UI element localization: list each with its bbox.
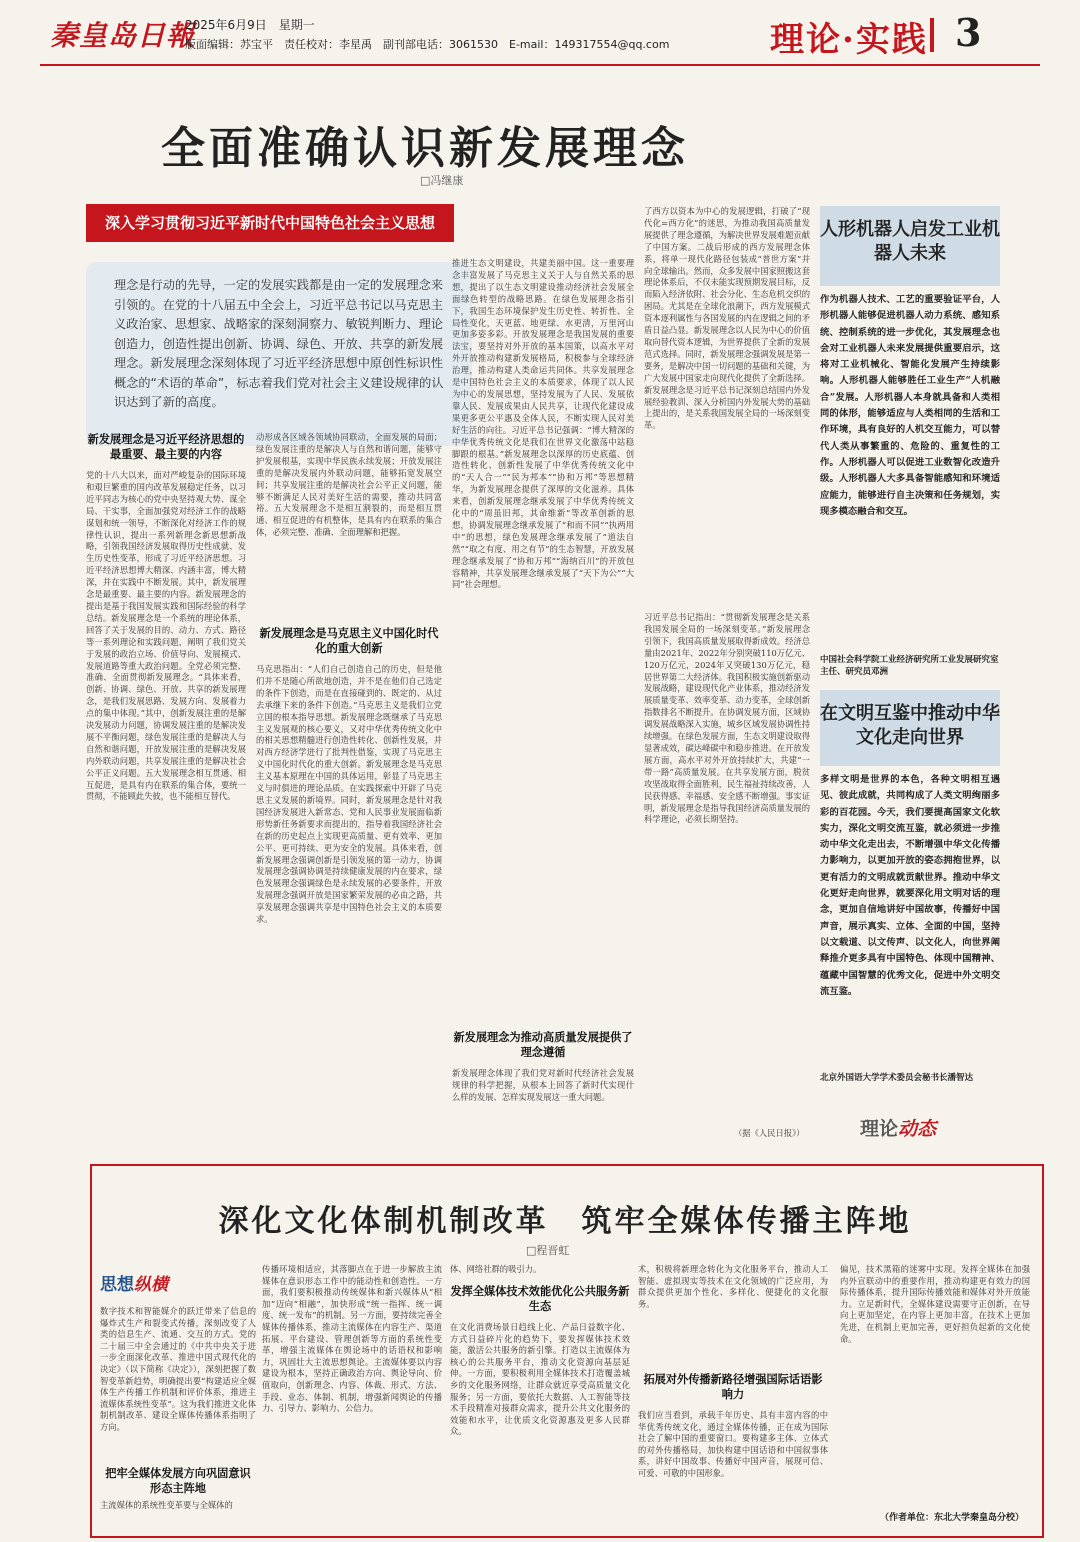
main-col-2b: 马克思指出：“人们自己创造自己的历史，但是他们并不是随心所欲地创造，并不是在他们自己选定的条件下创造，而是在直接碰到的、既定的、从过去承继下来的条件下创造。”马克思主义是我们立党立国的根本指导思想。新发展理念既继承了马克思主义发展观的核心要义，又对中华优秀传统文化中的相关思想精髓进行创造性转化、创新性发展，并对西方经济学进行了批判性借鉴，实现了马克思主义中国化时代化的重大创新。新发展理念是马克思主义基本原理在中国的具体运用，彰显了马克思主义与时俱进的理论品质。在实践探索中开辟了马克思主义发展的新境界。同时，新发展理念是针对我国经济发展进入新常态、党和人民事业发展面临新形势新任务新要求而提出的，指导着我国经济社会在新的历史起点上实现更高质量、更有效率、更加公平、更可持续、更为安全的发展。具体来看，创新发展理念强调创新是引领发展的第一动力，协调发展理念强调协调是持续健康发展的内在要求，绿色发展理念强调绿色是永续发展的必要条件，开放发展理念强调开放是国家繁荣发展的必由之路，共享发展理念强调共享是中国特色社会主义的本质要求。 [256, 664, 442, 925]
intro-box: 理念是行动的先导，一定的发展实践都是由一定的发展理念来引领的。在党的十八届五中全会上，习近平总书记以马克思主义政治家、思想家、战略家的深刻洞察力、敏锐判断力、理论创造力，创造性提出创新、协调、绿色、开放、共享的新发展理念。新发展理念深刻体现了习近平经济思想中原创性标识性概念的“术语的革命”，标志着我们党对社会主义建设规律的认识达到了新的高度。 [86, 262, 472, 446]
bottom-col-4b: 我们应当看到，承载千年历史、具有丰富内容的中华优秀传统文化，通过全媒体传播，正在成为国际社会了解中国的重要窗口。要构建多主体、立体式的对外传播格局，加快构建中国话语和中国叙事体系，讲好中国故事、传播好中国声音，展现可信、可爱、可敬的中国形象。 [638, 1410, 828, 1478]
sidebar-box1-text: 作为机器人技术、工艺的重要验证平台，人形机器人能够促进机器人动力系统、感知系统、控制系统的进一步优化，其发展理念也会对工业机器人未来发展提供重要启示，这将对工业机械化、智能化发展产生持续影响。人形机器人能够胜任工业生产“人机融合”发展。人形机器人本身就具备和人类相同的体形，能够适应与人类相同的生活和工作环境，具有良好的人机交互能力，可以替代人类从事繁重的、危险的、重复性的工作。人形机器人可以促进工业数智化改造升级。人形机器人大多具备智能感知和环境适应能力，能够进行自主决策和任务规划，实现多模态融合和交互。 [820, 294, 1000, 517]
section-heading-3: 新发展理念为推动高质量发展提供了理念遵循 [453, 1031, 633, 1059]
bottom-heading-2: 发挥全媒体技术效能优化公共服务新生态 [450, 1285, 630, 1313]
main-headline: 全面准确认识新发展理念 [161, 123, 689, 174]
section-heading-1: 新发展理念是习近平经济思想的最重要、最主要的内容 [87, 433, 245, 461]
top-rule [40, 64, 1040, 66]
bottom-heading-3: 拓展对外传播新路径增强国际话语影响力 [643, 1373, 823, 1401]
theory-news-tag-a: 理论 [860, 1118, 899, 1140]
source-note: （据《人民日报》） [734, 1128, 805, 1138]
bottom-headline: 深化文化体制机制改革 筑牢全媒体传播主阵地 [218, 1204, 912, 1239]
sidebar-box2-title: 在文明互鉴中推动中华文化走向世界 [820, 690, 1000, 766]
main-col-4b: 习近平总书记指出：“贯彻新发展理念是关系我国发展全局的一场深刻变革。”新发展理念引领下，我国高质量发展取得新成效。经济总量由2021年、2022年分别突破110万亿元、120万亿元，2024年又突破130万亿元，稳居世界第二大经济体。我国积极实施创新驱动发展战略，建设现代化产业体系，推动经济发展质量变革、效率变革、动力变革，全球创新指数排名不断提升。在协调发展方面，区域协调发展战略深入实施，城乡区域发展协调性持续增强。在绿色发展方面，生态文明建设取得显著成效，碳达峰碳中和稳步推进。在开放发展方面，高水平对外开放持续扩大，共建“一带一路”高质量发展。在共享发展方面，脱贫攻坚战取得全面胜利，民生福祉持续改善，人民获得感、幸福感、安全感不断增强。事实证明，新发展理念是指导我国经济高质量发展的科学理论，必须长期坚持。 [644, 612, 810, 825]
bottom-col-1: 数字技术和智能媒介的跃迁带来了信息的爆炸式生产和裂变式传播，深刻改变了人类的信息生产、流通、交互的方式。党的二十届三中全会通过的《中共中央关于进一步全面深化改革、推进中国式现代化的决定》（以下简称《决定》），深刻把握了数智变革新趋势，明确提出要“构建适应全媒体生产传播工作机制和评价体系，推进主流媒体系统性变革”。这为我们推进文化体制机制改革、建设全媒体传播体系指明了方向。 [100, 1306, 256, 1432]
sidebar-box1-credit: 中国社会科学院工业经济研究所工业发展研究室主任、研究员邓洲 [820, 655, 999, 677]
section-heading-2: 新发展理念是马克思主义中国化时代化的重大创新 [259, 627, 439, 655]
sidebar-box2-credit: 北京外国语大学学术委员会秘书长潘智达 [820, 1073, 974, 1083]
series-banner: 深入学习贯彻习近平新时代中国特色社会主义思想 [86, 204, 454, 242]
newspaper-logo: 秦皇岛日報 [50, 19, 196, 52]
main-byline: □冯继康 [420, 174, 464, 187]
main-col-3b: 新发展理念体现了我们党对新时代经济社会发展规律的科学把握，从根本上回答了新时代实现什么样的发展、怎样实现发展这一重大问题。 [452, 1068, 634, 1102]
sidebar-box2-text: 多样文明是世界的本色，各种文明相互遇见、彼此成就，共同构成了人类文明绚丽多彩的百花园。今天，我们要提高国家文化软实力，深化文明交流互鉴，就必须进一步推动中华文化走出去，不断增强中华文化传播力影响力，以更加开放的姿态拥抱世界，以更有活力的文明成就贡献世界。推动中华文化更好走向世界，就要深化用文明对话的理念，更加自信地讲好中国故事，传播好中国声音，展示真实、立体、全面的中国，坚持以文载道、以文传声、以文化人，向世界阐释推介更多具有中国特色、体现中国精神、蕴藏中国智慧的优秀文化，促进中外文明交流互鉴。 [820, 774, 1000, 997]
main-col-3a: 推进生态文明建设，共建美丽中国。这一重要理念丰富发展了马克思主义关于人与自然关系的思想，提出了以生态文明建设推动经济社会发展全面绿色转型的战略思路。在绿色发展理念指引下，我国生态环境保护发生历史性、转折性、全局性变化，天更蓝、地更绿、水更清，万里河山更加多姿多彩。开放发展理念是我国发展的重要法宝，要坚持对外开放的基本国策，以高水平对外开放推动构建新发展格局，积极参与全球经济治理，推动构建人类命运共同体。共享发展理念是中国特色社会主义的本质要求，体现了以人民为中心的发展思想，坚持发展为了人民、发展依靠人民、发展成果由人民共享，让现代化建设成果更多更公平惠及全体人民，不断实现人民对美好生活的向往。习近平总书记强调：“博大精深的中华优秀传统文化是我们在世界文化激荡中站稳脚跟的根基。”新发展理念以深厚的历史底蕴、创造性转化、创新性发展了中华优秀传统文化中的“天人合一”“民为邦本”“协和万邦”等思想精华，为新发展理念提供了深厚的文化滋养。具体来看，创新发展理念继承发展了中华优秀传统文化中的“周虽旧邦，其命维新”等改革创新的思想，协调发展理念继承发展了“和而不同”“执两用中”的思想，绿色发展理念继承发展了“道法自然”“取之有度、用之有节”的生态智慧，开放发展理念继承发展了“协和万邦”“海纳百川”的开放包容精神，共享发展理念继承发展了“天下为公”“大同”社会理想。 [452, 258, 634, 590]
theory-news-tag-b: 动态 [898, 1118, 937, 1140]
main-col-2a: 动形成各区域各领域协同联动，全面发展的局面；绿色发展注重的是解决人与自然和谐问题，能够守护发展根基，实现中华民族永续发展；开放发展注重的是解决发展内外联动问题，能够拓宽发展空间；共享发展注重的是解决社会公平正义问题，能够不断满足人民对美好生活的需要，推动共同富裕。五大发展理念不是相互割裂的，而是相互贯通、相互促进的有机整体，是具有内在联系的集合体，必须完整、准确、全面理解和把握。 [256, 432, 442, 538]
bottom-col-3: 体、网络社群的吸引力。 [450, 1264, 542, 1274]
main-col-4a: 了西方以资本为中心的发展逻辑，打破了“现代化=西方化”的迷思，为推动我国高质量发展提供了理念遵循，为解决世界发展难题贡献了中国方案。二战后形成的西方发展理念体系，将单一现代化路径包装成“普世方案”并向全球输出。然而，众多发展中国家照搬这套理论体系后，不仅未能实现预期发展目标，反而陷入经济依附、社会分化、生态危机交织的困局。尤其是在全球化浪潮下，西方发展模式资本逐利属性与各国发展的内在逻辑之间的矛盾日益凸显。新发展理念以人民为中心的价值取向替代资本逻辑，为世界提供了全新的发展范式选择。同时，新发展理念强调发展是第一要务，是解决中国一切问题的基础和关键，为广大发展中国家走向现代化提供了全新选择。新发展理念是习近平总书记深刻总结国内外发展经验教训、深入分析国内外发展大势的基础上提出的，是关系我国发展全局的一场深刻变革。 [644, 206, 810, 431]
page-number: 3 [955, 10, 982, 55]
bottom-col-3b: 在文化消费场景日趋线上化、产品日益数字化、方式日益碎片化的趋势下，要发挥媒体技术效能，激活公共服务的新引擎。打造以主流媒体为核心的公共服务平台，推动文化资源向基层延伸。一方面，要积极利用全媒体技术打造覆盖城乡的文化服务网络，让群众就近享受高质量文化服务；另一方面，要依托大数据、人工智能等技术手段精准对接群众需求，提升公共文化服务的效能和水平，让优质文化资源惠及更多人民群众。 [450, 1322, 630, 1437]
sidebar-box1-title: 人形机器人启发工业机器人未来 [820, 206, 1000, 286]
column-tag-a: 思想 [100, 1275, 134, 1295]
theory-news-tag [860, 1114, 936, 1141]
editor-info: 版面编辑：苏宝平 责任校对：李星禹 副刊部电话：3061530 E-mail：149317554@qq.com [185, 38, 670, 51]
bottom-col-1b: 主流媒体的系统性变革要与全媒体的 [100, 1500, 233, 1510]
issue-date: 2025年6月9日 星期一 [185, 18, 315, 32]
bottom-col-5: 偏见，技术黑箱的迷雾中实现。发挥全媒体在加强内外宣联动中的重要作用，推动构建更有效力的国际传播体系，提升国际传播效能和媒体对外开放能力。立足新时代，全媒体建设需要守正创新，在导向上更加坚定，在内容上更加丰富，在技术上更加先进，在机制上更加完善，更好担负起新的文化使命。 [840, 1264, 1030, 1344]
bottom-col-4: 术，积极将新理念转化为文化服务平台，推动人工智能、虚拟现实等技术在文化领域的广泛应用，为群众提供更加个性化、多样化、便捷化的文化服务。 [638, 1264, 828, 1309]
bottom-col-2: 传播环境相适应，其落脚点在于进一步解放主流媒体在意识形态工作中的能动性和创造性。一方面，我们要积极推动传统媒体和新兴媒体从“相加”迈向“相融”，加快形成“统一指挥、统一调度、统一发布”的机制。另一方面，要持续完善全媒体传播体系，推动主流媒体在内容生产、渠道拓展、平台建设、管理创新等方面的系统性变革，增强主流媒体在舆论场中的话语权和影响力，巩固壮大主流思想舆论。主流媒体要以内容建设为根本，坚持正确政治方向、舆论导向、价值取向，创新理念、内容、体裁、形式、方法、手段、业态、体制、机制，增强新闻舆论的传播力、引导力、影响力、公信力。 [262, 1264, 442, 1414]
column-tag [100, 1270, 168, 1295]
section-divider [930, 18, 934, 52]
main-col-1: 党的十八大以来，面对严峻复杂的国际环境和艰巨繁重的国内改革发展稳定任务，以习近平同志为核心的党中央坚持观大势、谋全局、干实事，全面加强党对经济工作的战略谋划和统一领导，不断深化对经济工作的规律性认识，提出一系列新理念新思想新战略，引领我国经济发展取得历史性成就、发生历史性变革，形成了习近平经济思想。习近平经济思想博大精深、内涵丰富，博大精深，并在实践中不断发展。其中，新发展理念是最重要、最主要的内容。新发展理念的提出是基于我国发展实践和国际经验的科学总结。新发展理念是一个系统的理论体系，回答了关于发展的目的、动力、方式、路径等一系列理论和实践问题，阐明了我们党关于发展的政治立场、价值导向、发展模式、发展道路等重大政治问题。全党必须完整、准确、全面贯彻新发展理念。“具体来看，创新、协调、绿色、开放、共享的新发展理念，是我们发展思路、发展方向、发展着力点的集中体现。”其中，创新发展注重的是解决发展动力问题，协调发展注重的是解决发展不平衡问题，绿色发展注重的是解决人与自然和谐问题，开放发展注重的是解决发展内外联动问题，共享发展注重的是解决社会公平正义问题。五大发展理念相互贯通、相互促进，是具有内在联系的集合体，要统一贯彻，不能顾此失彼，也不能相互替代。 [86, 470, 246, 802]
masthead [0, 0, 1080, 64]
bottom-byline: □程晋虹 [526, 1244, 570, 1257]
bottom-heading-1: 把牢全媒体发展方向巩固意识形态主阵地 [105, 1467, 251, 1495]
bottom-author: （作者单位：东北大学秦皇岛分校） [880, 1513, 1025, 1523]
section-title: 理论·实践 [770, 20, 928, 60]
column-tag-b: 纵横 [134, 1275, 168, 1295]
